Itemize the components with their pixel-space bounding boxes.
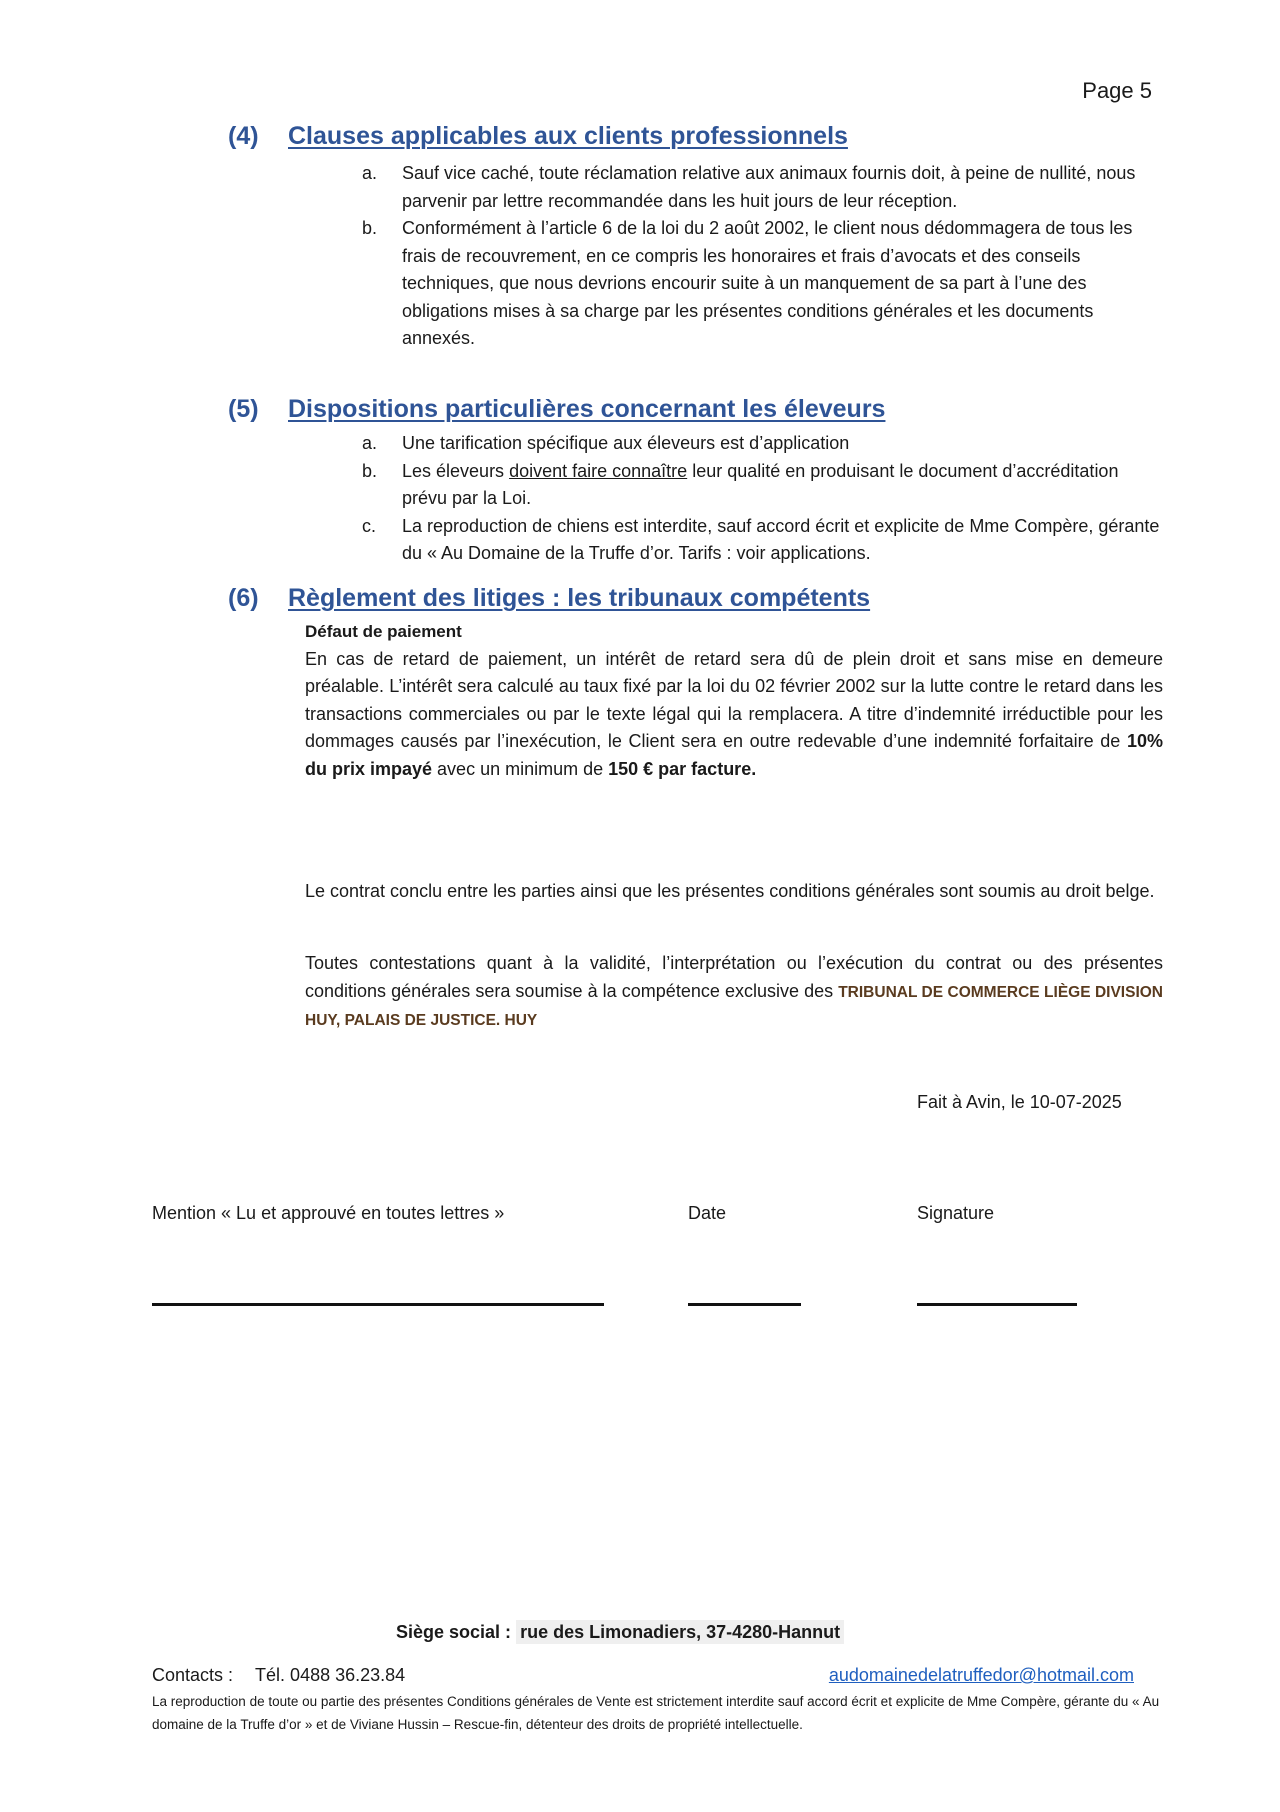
seat-label: Siège social : <box>396 1622 517 1642</box>
seat-address: rue des Limonadiers, 37-4280-Hannut <box>516 1620 844 1644</box>
payment-default-block <box>305 618 1163 783</box>
list-item-text <box>402 461 1118 509</box>
text-fragment: Les éleveurs <box>402 460 510 481</box>
signature-line <box>917 1303 1077 1306</box>
mention-line <box>152 1303 604 1306</box>
section-number: (5) <box>228 395 259 423</box>
section-number: (6) <box>228 584 259 612</box>
section-4-heading <box>228 122 848 151</box>
email-link[interactable]: audomainedelatruffedor@hotmail.com <box>828 1665 1134 1685</box>
page-number: Page 5 <box>1082 78 1152 103</box>
list-item <box>362 458 1162 513</box>
list-item <box>362 513 1162 568</box>
section-6-heading <box>228 584 870 613</box>
place-date: Fait à Avin, le 10-07-2025 <box>917 1092 1122 1112</box>
phone-number: Tél. 0488 36.23.84 <box>255 1665 406 1685</box>
list-item-text: Sauf vice caché, toute réclamation relative aux animaux fournis doit, à peine de nullité, nous parvenir par lettre recommandée dans les huit jours de leur réception. <box>402 163 1136 211</box>
list-item-text: Une tarification spécifique aux éleveurs est d’application <box>402 433 850 453</box>
registered-office <box>396 1622 844 1643</box>
date-label: Date <box>688 1203 727 1223</box>
legal-notice: La reproduction de toute ou partie des présentes Conditions générales de Vente est strictement interdite sauf accord écrit et explicite de Mme Compère, gérante du « Au domaine de la Truffe d’or » et de Viviane Hussin – Rescue-fin, détenteur des droits de propriété intellectuelle. <box>152 1694 1160 1732</box>
date-line <box>688 1303 801 1306</box>
list-item <box>362 160 1162 215</box>
list-marker: b. <box>362 460 378 481</box>
list-item <box>362 430 1162 458</box>
list-marker: a. <box>362 163 378 183</box>
subheading: Défaut de paiement <box>305 622 462 641</box>
payment-paragraph <box>305 646 1163 784</box>
contacts-label: Contacts : <box>152 1665 234 1685</box>
underlined-text: doivent faire connaître <box>509 460 688 481</box>
text-fragment: Toutes contestations quant à la validité, l’interprétation ou l’exécution du contrat ou des présentes conditions générales sera soumise à la compétence exclusive des <box>305 953 1163 1001</box>
text-fragment: En cas de retard de paiement, un intérêt de retard sera dû de plein droit et sans mise en demeure préalable. L’intérêt sera calculé au taux fixé par la loi du 02 février 2002 sur la lutte contre le retard dans les transactions commerciales ou par le texte légal qui la remplacera. A titre d’indemnité irréductible pour les dommages causés par l’inexécution, le Client sera en outre redevable d’une indemnité forfaitaire de <box>305 648 1163 751</box>
contacts <box>152 1665 405 1686</box>
section-title: Clauses applicables aux clients professionnels <box>288 122 848 150</box>
court-name: TRIBUNAL DE COMMERCE LIÈGE DIVISION HUY, PALAIS DE JUSTICE. HUY <box>305 983 1163 1029</box>
signature-label: Signature <box>917 1203 995 1223</box>
text-fragment: avec un minimum de <box>432 758 609 779</box>
section-title: Règlement des litiges : les tribunaux compétents <box>288 584 871 612</box>
section-number: (4) <box>228 122 259 150</box>
governing-law-paragraph: Le contrat conclu entre les parties ainsi que les présentes conditions générales sont soumis au droit belge. <box>305 881 1155 901</box>
text-fragment: leur qualité en produisant le document d’accréditation prévu par la Loi. <box>402 460 1119 508</box>
list-marker: a. <box>362 433 378 453</box>
section-title: Dispositions particulières concernant les éleveurs <box>288 395 886 423</box>
list-marker: c. <box>362 515 377 536</box>
section-4-list <box>362 160 1162 353</box>
bold-text: 10% du prix impayé <box>305 731 1163 779</box>
bold-text: 150 € par facture. <box>608 758 757 779</box>
list-marker: b. <box>362 218 378 238</box>
list-item <box>362 215 1162 353</box>
list-item-text: La reproduction de chiens est interdite, sauf accord écrit et explicite de Mme Compère, gérante du « Au Domaine de la Truffe d’or. Tarifs : voir applications. <box>402 515 1160 563</box>
section-5-heading <box>228 395 885 424</box>
mention-label: Mention « Lu et approuvé en toutes lettres » <box>152 1203 505 1223</box>
section-5-list <box>362 430 1162 568</box>
list-item-text: Conformément à l’article 6 de la loi du 2 août 2002, le client nous dédommagera de tous les frais de recouvrement, en ce compris les honoraires et frais d’avocats et des conseils techniques, que nous devrions encourir suite à un manquement de sa part à l’une des obligations mises à sa charge par les présentes conditions générales et les documents annexés. <box>402 218 1133 348</box>
jurisdiction-paragraph <box>305 950 1163 1035</box>
